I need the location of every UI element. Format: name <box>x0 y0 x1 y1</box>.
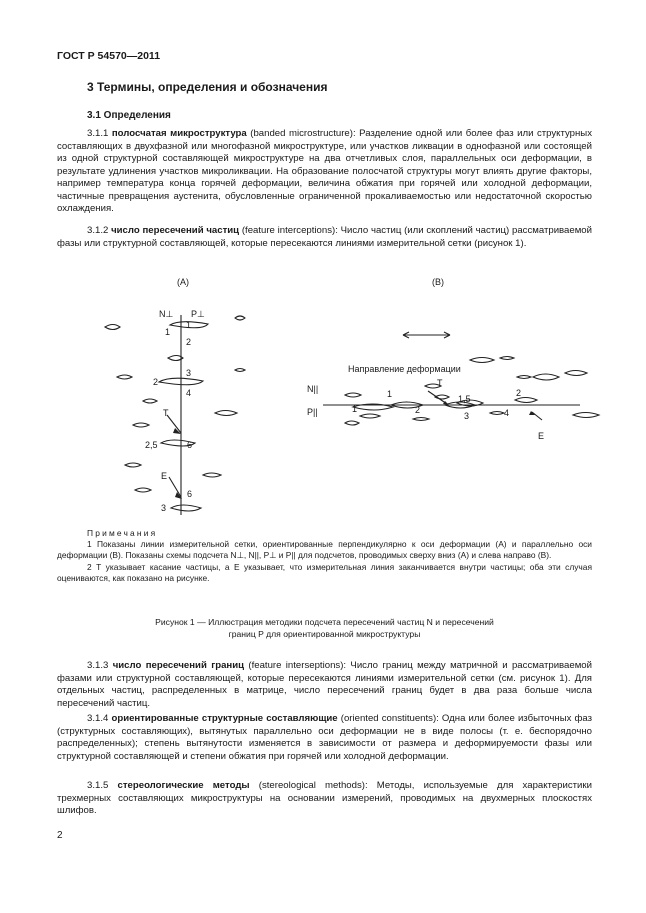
count-label: 6 <box>187 489 193 499</box>
note-2: 2 Т указывает касание частицы, а Е указывает, что измерительная линия заканчивается внутри частицы; оба эти случая оцениваются, как показано на рисунке. <box>57 561 592 583</box>
count-label: 1 <box>186 320 192 330</box>
count-label: 1,5 <box>458 394 471 404</box>
end-label: E <box>538 431 545 441</box>
note-1: 1 Показаны линии измерительной сетки, ориентированные перпендикулярно к оси деформации (А) и параллельно оси деформации (В). Показаны схемы подсчета N⊥, N||, P⊥ и P|| для подсчетов, проводимых сверху вниз (А) и слева направо (В). <box>57 539 592 561</box>
figure-notes <box>57 528 592 584</box>
end-label: E <box>161 471 168 481</box>
p-par-label: P|| <box>307 407 318 417</box>
count-label: 3 <box>161 503 167 513</box>
p-perp-label: P⊥ <box>191 309 205 319</box>
n-par-label: N|| <box>307 384 319 394</box>
definition-3-1-3 <box>57 660 592 710</box>
count-label: 1 <box>387 389 393 399</box>
figure-1 <box>95 265 605 530</box>
def-number: 3.1.2 <box>87 225 109 236</box>
page-number: 2 <box>57 830 63 841</box>
def-text: (feature interceptions): Число частиц (или скоплений частиц) рассматриваемой фазы или структурной составляющей, которые пересекаются линиями измерительной сетки (рисунок 1). <box>57 225 593 249</box>
caption-line: Рисунок 1 — Иллюстрация методики подсчета пересечений частиц N и пересечений <box>155 617 494 627</box>
particle <box>125 463 141 467</box>
def-number: 3.1.5 <box>87 780 109 791</box>
arrow-e-b <box>532 412 542 420</box>
particle <box>490 412 504 415</box>
count-label: 1 <box>165 327 171 337</box>
def-text: (banded microstructure): Разделение одной или более фаз или структурных составляющих в двухфазной или многофазной микроструктуре, или участков ликвации в однофазной или состоящей из одной структурной составляющей микроструктуре на два отчетливых слоя, параллельных оси деформации, в результате удлинения участков микроликвации. На образование полосчатой структуры могут влиять другие факторы, например температура конца горячей деформации, величина обжатия при горячей или холодной деформации, частичные превращения аустенита, обусловленные ограниченной прокаливаемостью или недостаточной скоростью охлаждения. <box>57 128 592 215</box>
direction-label: Направление деформации <box>348 364 461 374</box>
count-label: 1 <box>352 404 358 414</box>
particle <box>573 413 599 418</box>
particle <box>360 414 380 418</box>
particle <box>533 374 559 380</box>
n-perp-label: N⊥ <box>159 309 174 319</box>
arrow-t-b <box>428 391 447 404</box>
panel-a-label: (A) <box>177 277 189 287</box>
particle <box>203 473 221 477</box>
def-number: 3.1.4 <box>87 713 109 724</box>
def-term: число пересечений границ <box>112 660 244 671</box>
arrow-t <box>167 415 181 433</box>
definition-3-1-4 <box>57 713 592 763</box>
count-label: 4 <box>186 388 192 398</box>
particle <box>345 393 361 397</box>
tangent-label: T <box>163 408 169 418</box>
def-term: стереологические методы <box>117 780 250 791</box>
def-number: 3.1.1 <box>87 128 109 139</box>
particle <box>135 488 151 492</box>
definition-3-1-5 <box>57 780 592 818</box>
count-label: 2 <box>415 405 421 415</box>
definition-3-1-1 <box>57 128 592 216</box>
particle <box>117 375 132 379</box>
subsection-title: 3.1 Определения <box>87 110 171 121</box>
def-text: (oriented constituents): Одна или более избыточных фаз (структурных составляющих), вытянутых параллельно оси деформации не в виде полосы (т. е. беспорядочно распределенных); степень вытянутости изменяется в зависимости от размера и деформируемости фазы или структурной составляющей и степени обжатия при горячей или холодной деформации. <box>57 713 593 762</box>
particle <box>500 357 514 360</box>
def-text: (stereological methods): Методы, используемые для характеристики трехмерных составляющих микроструктуры на основании измерений, проводимых на двухмерных плоскостях шлифов. <box>57 780 592 817</box>
count-label: 6 <box>187 440 193 450</box>
particle <box>171 505 201 511</box>
figure-caption <box>57 617 592 640</box>
notes-heading: Примечания <box>87 528 158 538</box>
particle <box>345 421 359 425</box>
particle <box>515 398 537 403</box>
section-title: 3 Термины, определения и обозначения <box>87 80 328 94</box>
particle <box>215 411 237 416</box>
def-number: 3.1.3 <box>87 660 109 671</box>
particle <box>235 316 245 320</box>
def-term: число пересечений частиц <box>111 225 240 236</box>
particle <box>235 369 245 372</box>
particle <box>517 376 531 379</box>
particle <box>413 418 429 421</box>
count-label: 3 <box>186 368 192 378</box>
def-text: (feature interseptions): Число границ между матричной и рассматриваемой фазами или структурной составляющей, которые пересекаются линиями измерительной сетки (см. рисунок 1). Для отдельных частиц, распределенных в матрице, число пересечений границ будет в два раза больше числа пересечений частиц. <box>57 660 592 709</box>
panel-b-label: (B) <box>432 277 444 287</box>
caption-line: границ P для ориентированной микроструктуры <box>228 628 421 639</box>
tangent-label: T <box>437 378 443 388</box>
count-label: 2 <box>153 377 159 387</box>
standard-header: ГОСТ Р 54570—2011 <box>57 50 161 62</box>
particle <box>143 399 157 403</box>
definition-3-1-2 <box>57 225 592 250</box>
count-label: 2 <box>186 337 192 347</box>
count-label: 4 <box>504 408 510 418</box>
particle <box>105 325 120 330</box>
particle <box>133 423 149 427</box>
def-term: полосчатая микроструктура <box>111 128 247 139</box>
count-label: 2,5 <box>145 440 158 450</box>
arrow-e <box>169 477 181 497</box>
count-label: 2 <box>516 388 522 398</box>
def-term: ориентированные структурные составляющие <box>111 713 338 724</box>
count-label: 3 <box>464 411 470 421</box>
particle <box>470 358 494 363</box>
particle <box>565 371 587 376</box>
